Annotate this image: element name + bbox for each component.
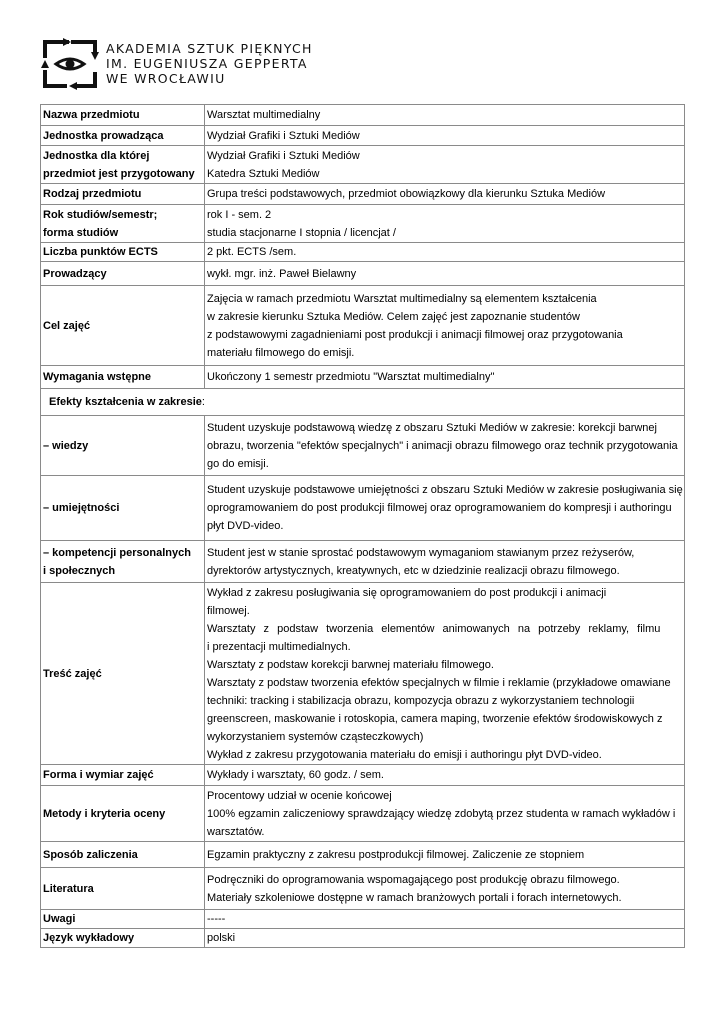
row-jezyk bbox=[41, 929, 685, 948]
label-jezyk: Język wykładowy bbox=[41, 929, 205, 948]
value-tresc-line-9: wykorzystaniem systemów cząsteczkowych) bbox=[207, 730, 424, 743]
institution-line-3: WE WROCŁAWIU bbox=[106, 71, 226, 86]
institution-name bbox=[106, 41, 313, 86]
value-cel-line-3: z podstawowymi zagadnieniami post produkcji i animacji filmowej oraz przygotowania bbox=[207, 328, 623, 341]
row-tresc bbox=[41, 583, 685, 765]
value-literatura-line-2: Materiały szkoleniowe dostępne w ramach branżowych portali i forach internetowych. bbox=[207, 891, 622, 904]
value-wiedzy-line-2: obrazu, tworzenia "efektów specjalnych" i animacji obrazu filmowego oraz technik przygotowania bbox=[207, 439, 678, 452]
value-tresc-line-10: Wykład z zakresu przygotowania materiału do emisji i authoringu płyt DVD-video. bbox=[207, 748, 602, 761]
label-jednostka-dla bbox=[41, 146, 205, 184]
label-jednostka: Jednostka prowadząca bbox=[41, 126, 205, 146]
value-rok bbox=[205, 205, 685, 243]
efekty-colon: : bbox=[201, 396, 205, 408]
value-rodzaj: Grupa treści podstawowych, przedmiot obowiązkowy dla kierunku Sztuka Mediów bbox=[205, 184, 685, 205]
value-metody bbox=[205, 786, 685, 842]
label-umiejetnosci: – umiejętności bbox=[41, 476, 205, 541]
label-rok bbox=[41, 205, 205, 243]
value-wymagania: Ukończony 1 semestr przedmiotu "Warsztat multimedialny" bbox=[205, 366, 685, 389]
value-wiedzy-line-1: Student uzyskuje podstawową wiedzę z obszaru Sztuki Mediów w zakresie: korekcji barwnej bbox=[207, 421, 657, 434]
value-prowadzacy: wykł. mgr. inż. Paweł Bielawny bbox=[205, 262, 685, 286]
efekty-heading bbox=[41, 389, 685, 416]
value-jednostka-dla-line-2: Katedra Sztuki Mediów bbox=[207, 167, 320, 180]
row-forma bbox=[41, 765, 685, 786]
value-rok-line-2: studia stacjonarne I stopnia / licencjat / bbox=[207, 226, 396, 239]
label-tresc: Treść zajęć bbox=[41, 583, 205, 765]
label-prowadzacy: Prowadzący bbox=[41, 262, 205, 286]
value-literatura-line-1: Podręczniki do oprogramowania wspomagającego post produkcję obrazu filmowego. bbox=[207, 873, 620, 886]
label-uwagi: Uwagi bbox=[41, 910, 205, 929]
value-metody-line-2: 100% egzamin zaliczeniowy sprawdzający wiedzę zdobytą przez studenta w ramach wykładów i bbox=[207, 807, 676, 820]
value-wiedzy bbox=[205, 416, 685, 476]
value-nazwa: Warsztat multimedialny bbox=[205, 105, 685, 126]
row-ects bbox=[41, 243, 685, 262]
row-cel bbox=[41, 286, 685, 366]
value-tresc-line-2: filmowej. bbox=[207, 604, 250, 617]
row-nazwa bbox=[41, 105, 685, 126]
value-ects: 2 pkt. ECTS /sem. bbox=[205, 243, 685, 262]
row-jednostka bbox=[41, 126, 685, 146]
row-kompetencje bbox=[41, 541, 685, 583]
label-rok-line-1: Rok studiów/semestr; bbox=[43, 208, 158, 221]
value-umiejetnosci bbox=[205, 476, 685, 541]
row-jednostka-dla bbox=[41, 146, 685, 184]
value-tresc-line-1: Wykład z zakresu posługiwania się oprogramowaniem do post produkcji i animacji bbox=[207, 586, 607, 599]
value-umiejetnosci-line-2: oprogramowaniem do post produkcji filmowej oraz oprogramowaniem do kompresji i authoringu bbox=[207, 502, 672, 514]
value-metody-line-3: warsztatów. bbox=[207, 825, 265, 838]
value-jednostka: Wydział Grafiki i Sztuki Mediów bbox=[205, 126, 685, 146]
value-wiedzy-line-3: go do emisji. bbox=[207, 457, 269, 470]
institution-line-2: IM. EUGENIUSZA GEPPERTA bbox=[106, 56, 308, 71]
label-kompetencje-line-2: i społecznych bbox=[43, 564, 116, 577]
value-forma: Wykłady i warsztaty, 60 godz. / sem. bbox=[205, 765, 685, 786]
label-metody: Metody i kryteria oceny bbox=[41, 786, 205, 842]
row-uwagi bbox=[41, 910, 685, 929]
value-cel-line-2: w zakresie kierunku Sztuka Mediów. Celem zajęć jest zapoznanie studentów bbox=[207, 310, 580, 323]
syllabus-table bbox=[40, 104, 685, 948]
label-rok-line-2: forma studiów bbox=[43, 226, 119, 239]
value-tresc bbox=[205, 583, 685, 765]
value-kompetencje-line-2: dyrektorów artystycznych, kreatywnych, etc w dziedzinie realizacji obrazu filmowego. bbox=[207, 564, 620, 577]
label-kompetencje bbox=[41, 541, 205, 583]
label-kompetencje-line-1: – kompetencji personalnych bbox=[43, 546, 191, 559]
label-jednostka-dla-line-2: przedmiot jest przygotowany bbox=[43, 167, 195, 180]
row-umiejetnosci bbox=[41, 476, 685, 541]
academy-logo-icon bbox=[41, 38, 99, 90]
value-cel-line-1: Zajęcia w ramach przedmiotu Warsztat multimedialny są elementem kształcenia bbox=[207, 292, 597, 305]
label-wymagania: Wymagania wstępne bbox=[41, 366, 205, 389]
value-rok-line-1: rok I - sem. 2 bbox=[207, 208, 272, 221]
row-rodzaj bbox=[41, 184, 685, 205]
value-cel bbox=[205, 286, 685, 366]
row-efekty bbox=[41, 389, 685, 416]
label-jednostka-dla-line-1: Jednostka dla której bbox=[43, 149, 150, 162]
row-wymagania bbox=[41, 366, 685, 389]
value-tresc-line-6: Warsztaty z podstaw tworzenia efektów specjalnych w filmie i reklamie (przykładowe omawiane bbox=[207, 676, 671, 689]
label-wiedzy: – wiedzy bbox=[41, 416, 205, 476]
row-rok bbox=[41, 205, 685, 243]
value-tresc-line-7: techniki: tracking i stabilizacja obrazu, kompozycja obrazu z wykorzystaniem technologii bbox=[207, 694, 635, 707]
institution-line-1: AKADEMIA SZTUK PIĘKNYCH bbox=[106, 41, 313, 56]
label-sposob: Sposób zaliczenia bbox=[41, 842, 205, 868]
row-literatura bbox=[41, 868, 685, 910]
label-forma: Forma i wymiar zajęć bbox=[41, 765, 205, 786]
row-metody bbox=[41, 786, 685, 842]
label-nazwa: Nazwa przedmiotu bbox=[41, 105, 205, 126]
value-literatura bbox=[205, 868, 685, 910]
value-jednostka-dla bbox=[205, 146, 685, 184]
label-literatura: Literatura bbox=[41, 868, 205, 910]
value-tresc-line-4: i prezentacji multimedialnych. bbox=[207, 640, 351, 653]
row-sposob bbox=[41, 842, 685, 868]
value-umiejetnosci-line-1: Student uzyskuje podstawowe umiejętności z obszaru Sztuki Mediów w zakresie posługiwania się bbox=[207, 484, 683, 496]
efekty-label: Efekty kształcenia w zakresie bbox=[49, 396, 202, 408]
value-cel-line-4: materiału filmowego do emisji. bbox=[207, 346, 355, 359]
value-umiejetnosci-line-3: płyt DVD-video. bbox=[207, 520, 284, 532]
value-metody-line-1: Procentowy udział w ocenie końcowej bbox=[207, 789, 392, 802]
value-sposob: Egzamin praktyczny z zakresu postprodukcji filmowej. Zaliczenie ze stopniem bbox=[205, 842, 685, 868]
value-uwagi: ----- bbox=[205, 910, 685, 929]
value-jezyk: polski bbox=[205, 929, 685, 948]
label-cel: Cel zajęć bbox=[41, 286, 205, 366]
row-wiedzy bbox=[41, 416, 685, 476]
label-ects: Liczba punktów ECTS bbox=[41, 243, 205, 262]
value-tresc-line-5: Warsztaty z podstaw korekcji barwnej materiału filmowego. bbox=[207, 658, 494, 671]
row-prowadzacy bbox=[41, 262, 685, 286]
value-kompetencje-line-1: Student jest w stanie sprostać podstawowym wymaganiom stawianym przez reżyserów, bbox=[207, 546, 635, 559]
value-kompetencje bbox=[205, 541, 685, 583]
value-tresc-line-3: Warsztaty z podstaw tworzenia elementów animowanych na potrzeby reklamy, filmu bbox=[207, 622, 661, 635]
value-jednostka-dla-line-1: Wydział Grafiki i Sztuki Mediów bbox=[207, 149, 360, 162]
value-tresc-line-8: greenscreen, maskowanie i rotoskopia, camera maping, tworzenie efektów środowiskowych z bbox=[207, 712, 663, 725]
label-rodzaj: Rodzaj przedmiotu bbox=[41, 184, 205, 205]
